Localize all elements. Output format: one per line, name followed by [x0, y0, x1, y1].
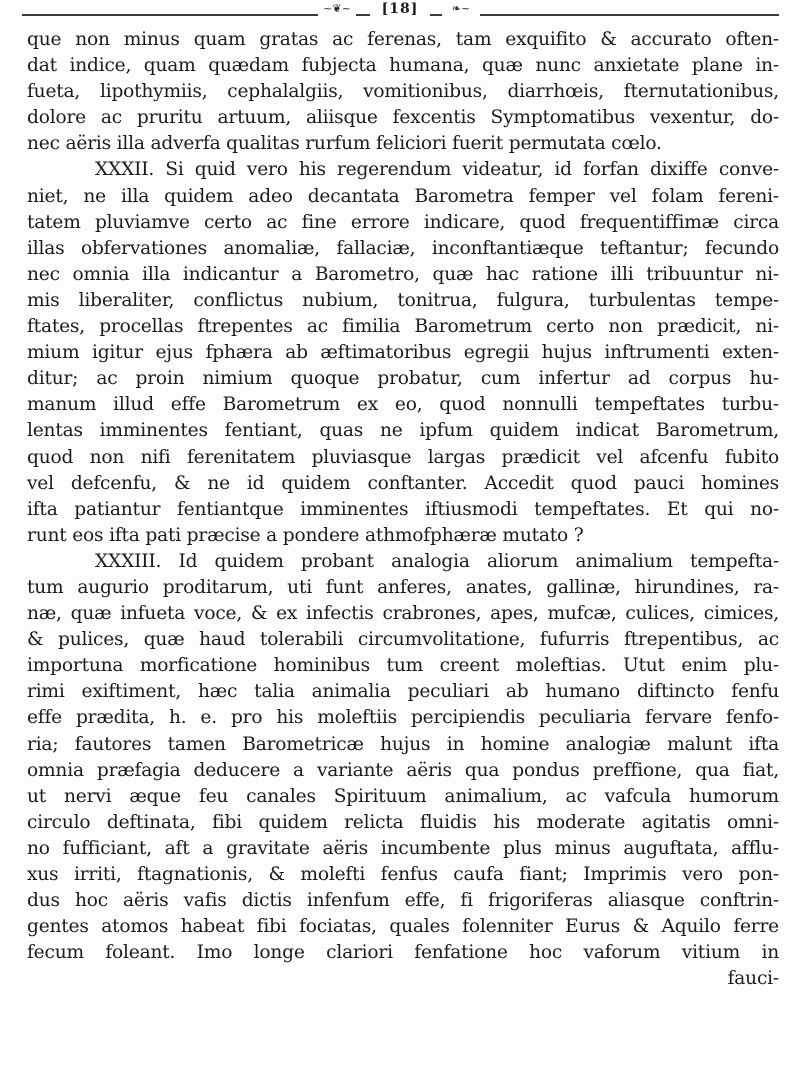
text-line: dat indice, quam quædam fubjecta humana, quæ nunc anxietate plane in-: [27, 55, 779, 77]
text-line: manum illud effe Barometrum ex eo, quod nonnulli tempeftates turbu-: [27, 394, 779, 416]
text-line: vel defcenfu, & ne id quidem conftanter. Accedit quod pauci homines: [27, 472, 779, 494]
text-line: no fufficiant, aft a gravitate aëris incumbente plus minus auguftata, afflu-: [27, 837, 779, 859]
text-line: dus hoc aëris vafis dictis infenfum effe, fi frigoriferas aliasque conftrin-: [27, 890, 779, 912]
header-ornament-right: ❧~: [442, 2, 480, 16]
text-line: circulo deftinata, fibi quidem relicta fluidis his moderate agitatis omni-: [27, 811, 779, 833]
text-line: fueta, lipothymiis, cephalalgiis, vomitionibus, diarrhœis, fternutationibus,: [27, 81, 779, 103]
catchword: fauci-: [727, 968, 779, 990]
text-line: omnia præfagia deducere a variante aëris qua pondus preffione, qua fiat,: [27, 759, 779, 781]
text-line: tatem pluviamve certo ac fine errore indicare, quod frequentiffimæ circa: [27, 211, 779, 233]
text-line: mium igitur ejus fphæra ab æftimatoribus egregii hujus inftrumenti exten-: [27, 342, 779, 364]
text-line: næ, quæ infueta voce, & ex infectis crabrones, apes, mufcæ, culices, cimices,: [27, 603, 779, 625]
text-line: ut nervi æque feu canales Spirituum animalium, ac vafcula humorum: [27, 785, 779, 807]
text-line: nec omnia illa indicantur a Barometro, quæ hac ratione illi tribuuntur ni-: [27, 263, 779, 285]
text-line: dolore ac pruritu artuum, aliisque fexcentis Symptomatibus vexentur, do-: [27, 107, 779, 129]
text-line: niet, ne illa quidem adeo decantata Barometra femper vel folam fereni-: [27, 185, 779, 207]
text-line: & pulices, quæ haud tolerabili circumvolitatione, fufurris ftrepentibus, ac: [27, 629, 779, 651]
text-line: xus irriti, ftagnationis, & molefti fenfus caufa fiant; Imprimis vero pon-: [27, 864, 779, 885]
page-number: [18]: [370, 0, 430, 18]
text-line: lentas imminentes fentiant, quas ne ipfum quidem indicat Barometrum,: [27, 420, 779, 442]
text-line: rimi exiftiment, hæc talia animalia peculiari ab humano diftincto fenfu: [27, 681, 779, 703]
text-line: que non minus quam gratas ac ferenas, tam exquifito & accurato often-: [27, 29, 779, 50]
text-line: tum augurio proditarum, uti funt anferes, anates, gallinæ, hirundines, ra-: [27, 576, 779, 598]
text-line: fecum foleant. Imo longe clariori fenfatione hoc vaforum vitium in: [27, 942, 779, 964]
text-line: quod non nifi ferenitatem pluviasque largas prædicit vel afcenfu fubito: [27, 446, 779, 468]
text-line: ria; fautores tamen Barometricæ hujus in homine analogiæ malunt ifta: [27, 733, 779, 755]
section-xxxiii-start: XXXIII. Id quidem probant analogia aliorum animalium tempefta-: [95, 550, 779, 572]
text-line: ifta patiantur fentiantque imminentes iftiusmodi tempeftates. Et qui no-: [27, 498, 779, 520]
section-xxxii-start: XXXII. Si quid vero his regerendum videatur, id forfan dixiffe conve-: [95, 159, 779, 181]
text-line: nec aëris illa adverfa qualitas rurfum feliciori fuerit permutata cœlo.: [27, 133, 662, 155]
header-ornament-left: ~❦~: [318, 2, 356, 16]
text-line: runt eos ifta pati præcise a pondere athmofphæræ mutato ?: [27, 524, 584, 546]
text-line: illas obfervationes anomaliæ, fallaciæ, inconftantiæque teftantur; fecundo: [27, 237, 779, 259]
text-line: effe prædita, h. e. pro his moleftiis percipiendis peculiaria fervare fenfo-: [27, 707, 779, 729]
body-text: [27, 27, 779, 992]
text-line: ditur; ac proin nimium quoque probatur, cum infertur ad corpus hu-: [27, 368, 779, 390]
text-line: importuna morficatione hominibus tum creent moleftias. Utut enim plu-: [27, 655, 779, 677]
text-line: ftates, procellas ftrepentes ac fimilia Barometrum certo non prædicit, ni-: [27, 316, 779, 338]
text-line: mis liberaliter, conflictus nubium, tonitrua, fulgura, turbulentas tempe-: [27, 289, 779, 311]
running-header: [0, 0, 801, 22]
text-line: gentes atomos habeat fibi fociatas, quales folenniter Eurus & Aquilo ferre: [27, 916, 779, 938]
